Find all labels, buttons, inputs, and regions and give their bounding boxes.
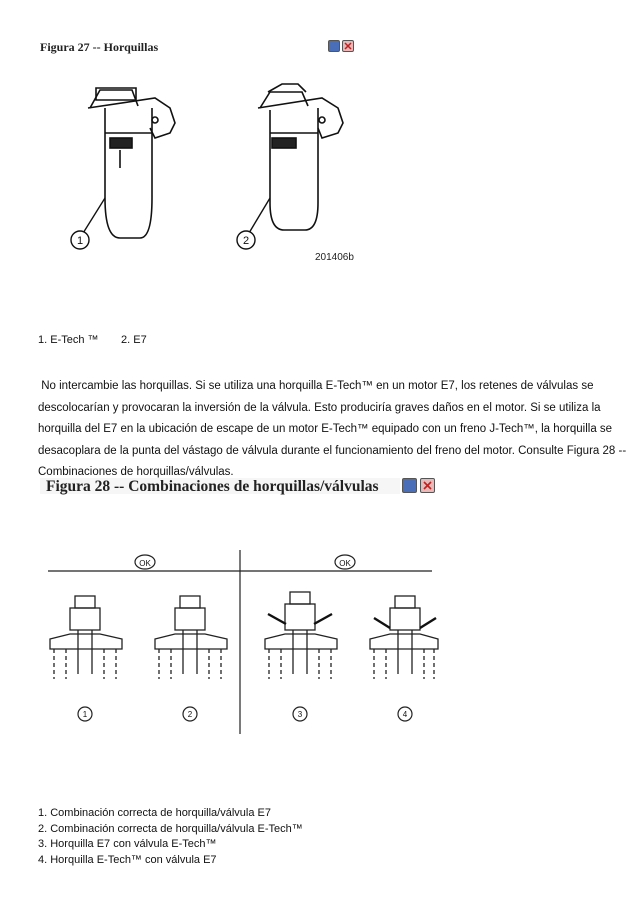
paragraph-line-1: No intercambie las horquillas. Si se utiliza una horquilla E-Tech™ en un motor E7, los retenes de válvulas se xyxy=(38,380,594,392)
arrow-4-left xyxy=(374,618,390,628)
close-icon[interactable] xyxy=(420,478,435,493)
arrow-3-left xyxy=(268,614,286,624)
combo-number-1: 1 xyxy=(82,710,88,719)
callout-1: 1 xyxy=(76,235,84,247)
legend-item-2: 2. Combinación correcta de horquilla/válvula E-Tech™ xyxy=(38,822,303,835)
ok-label-left: OK xyxy=(139,559,151,568)
arrow-4-right xyxy=(420,618,436,628)
figure-28-illustration xyxy=(40,544,440,739)
combo-1-drawing xyxy=(50,596,122,679)
paragraph-line-3: horquilla del E7 en la ubicación de escape de un motor E-Tech™ equipado con un freno J-Tech™, la horquilla se xyxy=(38,423,613,435)
figure-27-legend-1: 1. E-Tech ™ xyxy=(38,334,99,346)
figure-28-title: Figura 28 -- Combinaciones de horquillas/válvulas xyxy=(46,478,379,495)
figure-27-illustration xyxy=(60,78,370,270)
callout-2: 2 xyxy=(242,235,250,247)
combo-2-drawing xyxy=(155,596,227,679)
fork-1-drawing xyxy=(88,88,175,238)
paragraph-line-5: Combinaciones de horquillas/válvulas. xyxy=(38,466,234,478)
figure-28-legend xyxy=(38,806,303,868)
figure-27-title: Figura 27 -- Horquillas xyxy=(40,40,159,54)
legend-item-1: 1. Combinación correcta de horquilla/válvula E7 xyxy=(38,807,271,819)
legend-item-3: 3. Horquilla E7 con válvula E-Tech™ xyxy=(38,838,217,850)
print-icon[interactable] xyxy=(328,40,340,52)
combo-4-drawing xyxy=(370,596,438,679)
combo-number-2: 2 xyxy=(187,710,193,719)
paragraph-line-2: descolocarían y provocaran la inversión de la válvula. Esto produciría graves daños en el motor. Si se utiliza la xyxy=(38,401,601,414)
ok-label-right: OK xyxy=(339,559,351,568)
image-code: 201406b xyxy=(315,252,354,263)
combo-3-drawing xyxy=(265,592,337,679)
combo-number-4: 4 xyxy=(402,710,408,719)
warning-paragraph xyxy=(38,376,627,484)
legend-item-4: 4. Horquilla E-Tech™ con válvula E7 xyxy=(38,853,217,866)
paragraph-line-4: desacoplara de la punta del vástago de válvula durante el funcionamiento del freno del motor. Consulte Figura 28 -- xyxy=(38,444,627,457)
figure-28-toolbar xyxy=(402,478,435,493)
close-icon[interactable] xyxy=(342,40,354,52)
figure-27-toolbar xyxy=(328,40,354,52)
fork-2-drawing xyxy=(258,84,343,230)
print-icon[interactable] xyxy=(402,478,417,493)
arrow-3-right xyxy=(314,614,332,624)
figure-27-legend-2: 2. E7 xyxy=(121,334,147,346)
combo-number-3: 3 xyxy=(297,710,303,719)
